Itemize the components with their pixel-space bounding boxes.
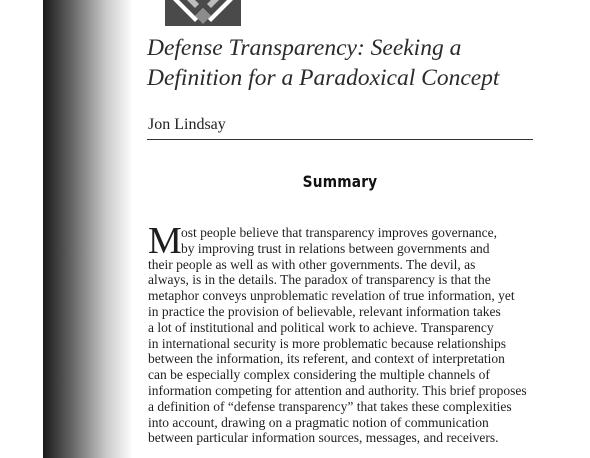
document-title	[147, 33, 567, 93]
paragraph-line: their people as well as with other governments. The devil, as	[148, 256, 476, 272]
publication-logo-icon	[165, 0, 241, 26]
paragraph-line: can be especially complex considering the multiple channels of	[148, 367, 490, 383]
drop-cap: M	[148, 220, 182, 262]
sidebar-margin	[0, 0, 43, 458]
paragraph-line: into account, drawing on a pragmatic notion of communication	[148, 414, 489, 430]
paragraph-line: in international security is more problematic because relationships	[148, 335, 507, 351]
paragraph-line: between the information, its referent, and context of interpretation	[148, 351, 505, 367]
paragraph-line: a definition of “defense transparency” that takes these complexities	[148, 398, 512, 414]
paragraph-line: between particular information sources, messages, and receivers.	[148, 430, 499, 446]
author-name: Jon Lindsay	[148, 116, 226, 133]
paragraph-line: metaphor conveys unproblematic revelation of true information, yet	[148, 288, 515, 304]
title-line: Definition for a Paradoxical Concept	[147, 65, 500, 91]
sidebar-gradient-band	[43, 0, 133, 458]
paragraph-line: ost people believe that transparency improves governance,	[181, 225, 498, 240]
section-heading: Summary	[302, 172, 378, 191]
title-divider	[147, 139, 533, 140]
summary-paragraph	[148, 220, 548, 446]
paragraph-line: a lot of institutional and political work to achieve. Transparency	[148, 319, 494, 335]
paragraph-line: by improving trust in relations between governments and	[181, 240, 490, 256]
paragraph-line: in practice the provision of believable, relevant information takes	[148, 303, 501, 319]
title-line: Defense Transparency: Seeking a	[147, 35, 462, 61]
paragraph-line: always, is in the details. The paradox of transparency is that the	[148, 272, 491, 288]
paragraph-line: information competing for attention and authority. This brief proposes	[148, 382, 527, 398]
